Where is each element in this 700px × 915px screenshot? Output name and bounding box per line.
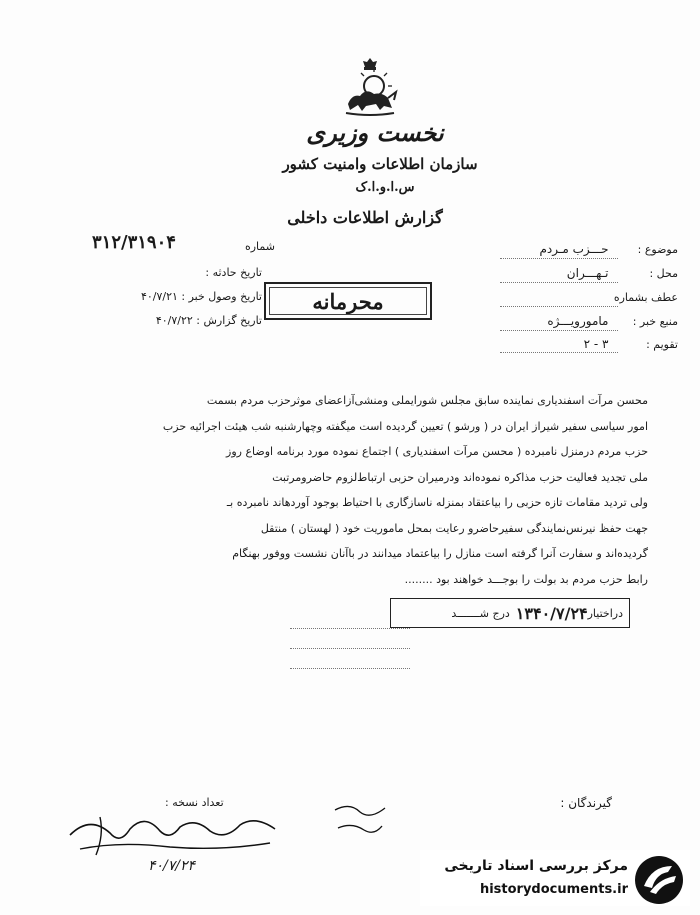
meta-event-date xyxy=(62,266,262,279)
header-organization: سازمان اطلاعات وامنیت کشور xyxy=(282,155,478,173)
meta-location xyxy=(567,266,678,280)
confidential-stamp: محرمانه xyxy=(264,282,432,320)
number-label: شماره xyxy=(244,240,275,253)
receipt-stamp xyxy=(390,598,630,628)
report-date-value: ۴۰/۷/۲۲ xyxy=(155,314,193,327)
lion-and-sun-emblem-icon xyxy=(340,58,400,118)
meta-subject-value: حـــزب مـردم xyxy=(539,242,609,256)
watermark-title: مرکز بررسی اسناد تاریخی xyxy=(444,858,628,874)
handwritten-signature-icon xyxy=(60,805,290,865)
body-line: محسن مرآت اسفندیاری نماینده سابق مجلس شورایملی ومنشی‌آزاعضای موثرحزب مردم‌ بسمت xyxy=(206,394,648,407)
report-body xyxy=(60,388,648,592)
receipt-sub: درج شـــــــد xyxy=(451,606,510,620)
meta-number-label xyxy=(35,240,275,253)
body-line: ولی تردید مقامات تازه‌ حزبی ‌را بیاعتقاد بمنزله ‌‌ناسازگاری ‌با احتیاط بوجود آورد‌هاند نامبرده بـ xyxy=(226,496,648,509)
report-date-label: تاریخ گزارش : xyxy=(196,314,262,327)
meta-source-label: منبع خبر : xyxy=(632,315,678,328)
meta-source xyxy=(547,314,678,328)
body-line: گردیده‌اند و سفارت ‌آنرا گرفته است ‌منازل‌ را بیاعتماد ‌میدانند ‌در با‌آنان نشست ‌ووفور بهنگام xyxy=(232,547,648,560)
body-line: ملی تجدید فعالیت حزب مذاکره نموده‌اند ودرمیران حزبی ارتباط‌لزوم حاضرومرتبت xyxy=(272,470,648,484)
received-date-value: ۴۰/۷/۲۱ xyxy=(140,290,178,303)
body-line: حزب مردم درمنزل ‌نامبرده ( محسن مرآت اسفندیاری ) اجتماع نموده ‌مورد ‌برنامه ‌اوضاع روز xyxy=(226,445,648,458)
recipients-label: گیرندگان : xyxy=(560,796,612,810)
meta-subject-label: موضوع : xyxy=(637,243,678,256)
document-number-value: ۳۱۲/۳۱۹۰۴ xyxy=(92,232,176,253)
copies-label: تعداد نسخه : xyxy=(165,796,224,809)
body-line: رابط حزب مردم بد‌ بولت را بوجـــد خواهند بود ........ xyxy=(404,572,648,586)
watermark-url: historydocuments.ir xyxy=(479,882,628,897)
receipt-date: ۱۳۴۰/۷/۲۴ xyxy=(515,603,588,623)
meta-grade-value: ۳ - ۲ xyxy=(583,337,609,351)
handwritten-date: ۴۰/۷/۲۴ xyxy=(148,858,196,874)
header-title: نخست وزیری xyxy=(306,118,444,147)
meta-reference xyxy=(614,291,678,304)
handwritten-initials-icon xyxy=(330,800,390,840)
archive-logo-icon xyxy=(630,852,688,908)
receipt-label: دراختیار xyxy=(587,606,623,620)
meta-report-date xyxy=(62,314,262,327)
body-line: امور سیاسی سفیر شیراز ایران در ( ورشو ) تعیین گردیده است ‌میگفته ‌‌وچهارشنبه شب ‌‌هیئت ‌‌اجرائیه ‌‌حزب xyxy=(162,419,648,433)
header-report-type: گزارش اطلاعات داخلی xyxy=(287,208,443,227)
event-date-label: تاریخ حادثه : xyxy=(205,266,262,279)
meta-location-label: محل : xyxy=(649,267,678,280)
meta-subject xyxy=(539,242,678,256)
meta-grade-label: تقویم : xyxy=(646,338,678,351)
header-code: س.ا.و.ا.ک xyxy=(355,180,415,195)
body-line: جهت حفظ نیرنس‌نمایندگی سفیرحاضرو رعایت بمحل ماموریت خود ( لهستان ) منتقل xyxy=(260,521,648,535)
received-date-label: تاریخ وصول خبر : xyxy=(181,290,262,303)
meta-location-value: تـهـــران xyxy=(566,266,609,280)
meta-reference-label: عطف بشماره xyxy=(613,291,678,304)
meta-received-date xyxy=(62,290,262,303)
meta-source-value: مامورویـــژه xyxy=(547,314,609,328)
meta-grade xyxy=(584,337,678,351)
